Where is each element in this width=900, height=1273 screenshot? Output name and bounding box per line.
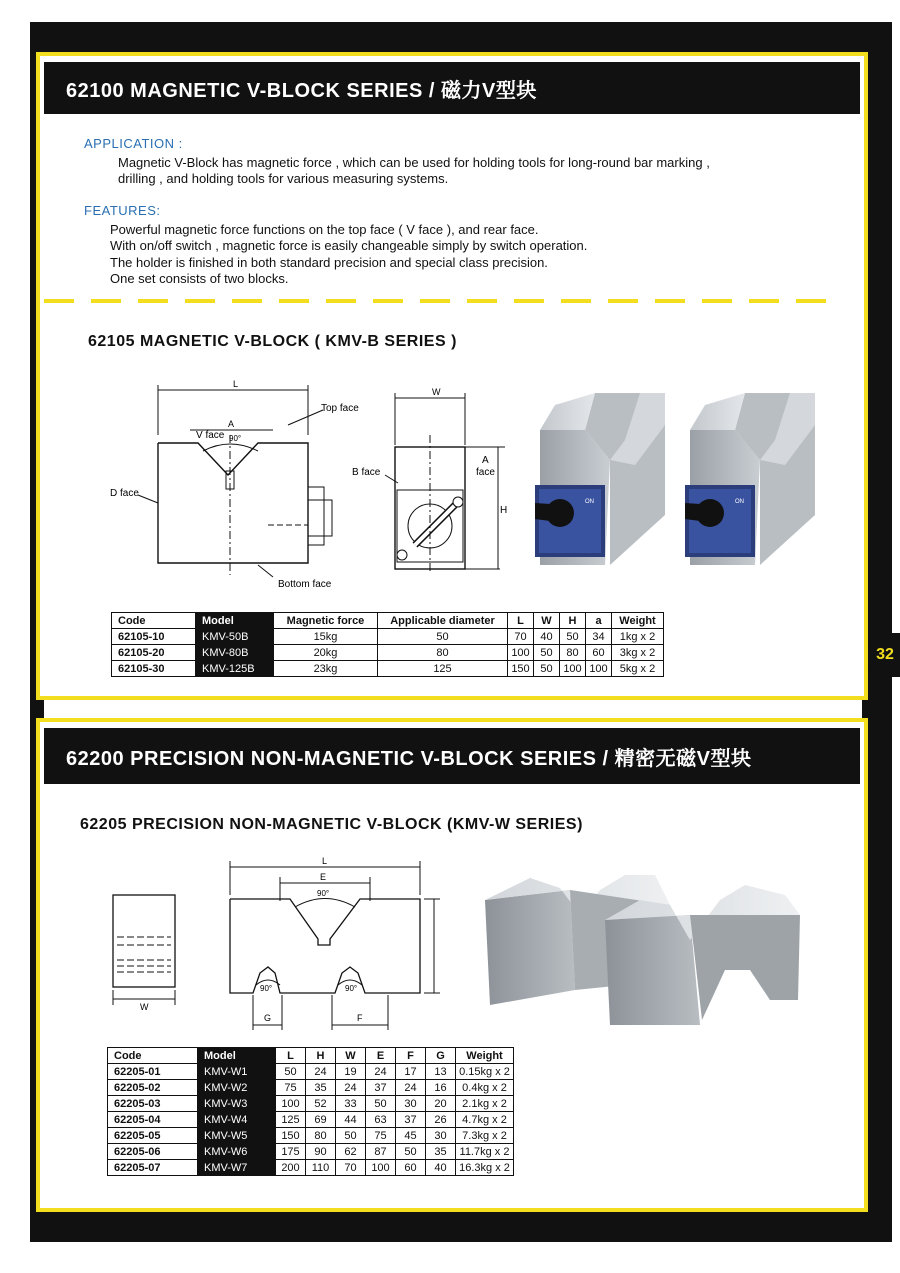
kmv-w-th-l: L — [276, 1048, 306, 1064]
kmv-b-table-cell: 50 — [378, 629, 508, 645]
kmv-w-table-cell: KMV-W4 — [198, 1112, 276, 1128]
kmv-w-th-w: W — [336, 1048, 366, 1064]
kmv-w-table-cell: 11.7kg x 2 — [456, 1144, 514, 1160]
kmv-w-table-cell: 0.4kg x 2 — [456, 1080, 514, 1096]
kmv-w-table-row — [108, 1144, 514, 1160]
divider-dash — [467, 299, 497, 303]
kmv-b-table-cell: 80 — [560, 645, 586, 661]
page-number-tab: 32 — [870, 633, 900, 677]
kmv-b-label-topface: Top face — [321, 403, 359, 414]
kmv-w-table-cell: 100 — [366, 1160, 396, 1176]
kmv-w-table-cell: 80 — [306, 1128, 336, 1144]
features-line-2: With on/off switch , magnetic force is easily changeable simply by switch operation. — [110, 238, 588, 253]
kmv-b-table-row — [112, 645, 664, 661]
kmv-w-table-cell: 2.1kg x 2 — [456, 1096, 514, 1112]
kmv-b-table-cell: 34 — [586, 629, 612, 645]
kmv-b-table-cell: 50 — [534, 661, 560, 677]
section1-subtitle: 62105 MAGNETIC V-BLOCK ( KMV-B SERIES ) — [88, 333, 457, 350]
kmv-w-table-cell: 4.7kg x 2 — [456, 1112, 514, 1128]
kmv-b-label-angle: 90° — [229, 434, 242, 443]
kmv-w-table-cell: 17 — [396, 1064, 426, 1080]
divider-dash — [138, 299, 168, 303]
features-line-3: The holder is finished in both standard precision and special class precision. — [110, 255, 548, 270]
kmv-b-label-vface: V face — [196, 430, 225, 441]
kmv-w-label-w: W — [140, 1002, 149, 1012]
kmv-w-table-cell: KMV-W1 — [198, 1064, 276, 1080]
kmv-w-label-f: F — [357, 1013, 363, 1023]
features-line-1: Powerful magnetic force functions on the top face ( V face ), and rear face. — [110, 222, 539, 237]
kmv-w-spec-table — [107, 1047, 514, 1176]
kmv-w-table-cell: 62205-07 — [108, 1160, 198, 1176]
non-magnetic-block-2 — [605, 885, 800, 1025]
kmv-w-label-e: E — [320, 872, 327, 882]
divider-dash — [232, 299, 262, 303]
kmv-w-product-photo — [480, 860, 810, 1035]
kmv-b-table-cell: 20kg — [274, 645, 378, 661]
kmv-w-table-cell: 37 — [366, 1080, 396, 1096]
divider-dash — [561, 299, 591, 303]
kmv-b-th-weight: Weight — [612, 613, 664, 629]
kmv-w-table-cell: 125 — [276, 1112, 306, 1128]
divider-dash — [91, 299, 121, 303]
kmv-w-table-row — [108, 1128, 514, 1144]
kmv-w-table-cell: 16.3kg x 2 — [456, 1160, 514, 1176]
kmv-w-table-cell: 50 — [396, 1144, 426, 1160]
kmv-w-label-l: L — [322, 856, 328, 866]
divider-dash — [608, 299, 638, 303]
kmv-b-label-bottomface: Bottom face — [278, 579, 332, 590]
kmv-w-table-cell: 87 — [366, 1144, 396, 1160]
kmv-w-table-cell: 26 — [426, 1112, 456, 1128]
kmv-w-th-code: Code — [108, 1048, 198, 1064]
kmv-b-table-cell: 70 — [508, 629, 534, 645]
application-label: APPLICATION : — [84, 136, 183, 151]
kmv-b-table-cell: 60 — [586, 645, 612, 661]
kmv-b-th-force: Magnetic force — [274, 613, 378, 629]
kmv-w-table-cell: 75 — [276, 1080, 306, 1096]
divider-dash — [702, 299, 732, 303]
kmv-b-table-cell: 23kg — [274, 661, 378, 677]
section2-subtitle: 62205 PRECISION NON-MAGNETIC V-BLOCK (KMV-W SERIES) — [80, 816, 583, 833]
kmv-w-table-cell: 24 — [396, 1080, 426, 1096]
kmv-b-label-aface-1: A — [482, 455, 489, 466]
kmv-w-table-cell: 62205-04 — [108, 1112, 198, 1128]
kmv-b-label-a: A — [228, 419, 235, 429]
divider-dash — [326, 299, 356, 303]
kmv-b-table-cell: 150 — [508, 661, 534, 677]
kmv-b-table-cell: 100 — [560, 661, 586, 677]
kmv-w-table-cell: 13 — [426, 1064, 456, 1080]
kmv-w-table-header — [108, 1048, 514, 1064]
kmv-b-th-code: Code — [112, 613, 196, 629]
kmv-w-table-cell: 63 — [366, 1112, 396, 1128]
features-label: FEATURES: — [84, 203, 161, 218]
kmv-w-th-weight: Weight — [456, 1048, 514, 1064]
divider-dash — [749, 299, 779, 303]
kmv-b-table-cell: KMV-50B — [196, 629, 274, 645]
divider-dash — [373, 299, 403, 303]
kmv-w-table-cell: 62205-05 — [108, 1128, 198, 1144]
kmv-w-table-cell: 62205-03 — [108, 1096, 198, 1112]
kmv-w-table-cell: 110 — [306, 1160, 336, 1176]
kmv-w-table-cell: 62 — [336, 1144, 366, 1160]
kmv-b-th-model: Model — [196, 613, 274, 629]
kmv-w-table-cell: 33 — [336, 1096, 366, 1112]
kmv-w-table-cell: 50 — [276, 1064, 306, 1080]
kmv-w-table-row — [108, 1112, 514, 1128]
kmv-w-table-cell: 100 — [276, 1096, 306, 1112]
magnetic-block-1 — [535, 393, 665, 565]
kmv-w-label-angle-top: 90° — [317, 889, 330, 898]
divider-dash — [279, 299, 309, 303]
magnetic-block-2 — [685, 393, 815, 565]
kmv-b-table-cell: 80 — [378, 645, 508, 661]
kmv-w-table-cell: 50 — [366, 1096, 396, 1112]
kmv-b-table-cell: 50 — [534, 645, 560, 661]
kmv-w-table-cell: 175 — [276, 1144, 306, 1160]
kmv-b-table-cell: 62105-30 — [112, 661, 196, 677]
kmv-w-table-cell: 62205-06 — [108, 1144, 198, 1160]
kmv-b-photo-on-1: ON — [585, 499, 594, 505]
kmv-w-table-row — [108, 1096, 514, 1112]
kmv-w-table-cell: 35 — [426, 1144, 456, 1160]
divider-dash — [44, 299, 74, 303]
section2-title: 62200 PRECISION NON-MAGNETIC V-BLOCK SERIES / 精密无磁V型块 — [44, 728, 860, 784]
kmv-b-table-cell: 62105-20 — [112, 645, 196, 661]
page-frame-bottom — [30, 1210, 863, 1242]
kmv-w-table-cell: 50 — [336, 1128, 366, 1144]
kmv-w-table-cell: 60 — [396, 1160, 426, 1176]
kmv-b-side-diagram — [350, 385, 510, 575]
kmv-w-table-cell: 90 — [306, 1144, 336, 1160]
kmv-b-label-dface: D face — [110, 488, 139, 499]
kmv-w-table-cell: 52 — [306, 1096, 336, 1112]
kmv-b-th-l: L — [508, 613, 534, 629]
section1-title: 62100 MAGNETIC V-BLOCK SERIES / 磁力V型块 — [44, 62, 860, 114]
kmv-w-table-cell: 150 — [276, 1128, 306, 1144]
kmv-b-table-cell: 50 — [560, 629, 586, 645]
kmv-w-th-f: F — [396, 1048, 426, 1064]
kmv-w-table-cell: 24 — [306, 1064, 336, 1080]
kmv-w-table-cell: 44 — [336, 1112, 366, 1128]
kmv-b-front-diagram — [108, 375, 368, 595]
page-frame-top — [30, 22, 863, 52]
kmv-b-table-cell: 62105-10 — [112, 629, 196, 645]
kmv-w-label-angle-right: 90° — [345, 984, 358, 993]
kmv-b-table-cell: 125 — [378, 661, 508, 677]
kmv-b-table-cell: 1kg x 2 — [612, 629, 664, 645]
kmv-w-th-h: H — [306, 1048, 336, 1064]
kmv-b-table-row — [112, 661, 664, 677]
kmv-b-spec-table — [111, 612, 664, 677]
kmv-w-table-cell: KMV-W3 — [198, 1096, 276, 1112]
kmv-b-table-cell: 15kg — [274, 629, 378, 645]
kmv-w-table-row — [108, 1080, 514, 1096]
kmv-w-table-cell: 7.3kg x 2 — [456, 1128, 514, 1144]
kmv-w-table-cell: 40 — [426, 1160, 456, 1176]
kmv-w-table-cell: 20 — [426, 1096, 456, 1112]
kmv-w-table-cell: 62205-02 — [108, 1080, 198, 1096]
kmv-b-label-h: H — [500, 505, 508, 516]
kmv-w-table-cell: 37 — [396, 1112, 426, 1128]
kmv-w-table-cell: 30 — [396, 1096, 426, 1112]
kmv-b-th-diameter: Applicable diameter — [378, 613, 508, 629]
kmv-w-table-cell: 0.15kg x 2 — [456, 1064, 514, 1080]
kmv-w-table-cell: 19 — [336, 1064, 366, 1080]
application-line-2: drilling , and holding tools for various measuring systems. — [118, 171, 449, 186]
application-line-1: Magnetic V-Block has magnetic force , which can be used for holding tools for long-round bar marking , — [118, 155, 710, 170]
kmv-w-table-cell: KMV-W6 — [198, 1144, 276, 1160]
kmv-w-th-model: Model — [198, 1048, 276, 1064]
kmv-b-label-aface-2: face — [476, 467, 495, 478]
kmv-w-table-cell: 200 — [276, 1160, 306, 1176]
kmv-w-table-cell: KMV-W2 — [198, 1080, 276, 1096]
kmv-b-table-header — [112, 613, 664, 629]
kmv-b-product-photo — [525, 385, 825, 570]
kmv-b-th-a: a — [586, 613, 612, 629]
kmv-w-table-cell: KMV-W5 — [198, 1128, 276, 1144]
kmv-w-table-cell: 35 — [306, 1080, 336, 1096]
kmv-b-table-cell: 100 — [586, 661, 612, 677]
kmv-w-table-cell: 30 — [426, 1128, 456, 1144]
kmv-w-table-cell: KMV-W7 — [198, 1160, 276, 1176]
kmv-w-front-diagram — [220, 855, 460, 1035]
divider-dash — [655, 299, 685, 303]
kmv-w-side-diagram — [105, 890, 185, 1015]
kmv-w-table-cell: 24 — [366, 1064, 396, 1080]
kmv-b-table-cell: KMV-80B — [196, 645, 274, 661]
kmv-w-th-g: G — [426, 1048, 456, 1064]
kmv-b-table-row — [112, 629, 664, 645]
kmv-w-table-cell: 16 — [426, 1080, 456, 1096]
kmv-w-label-angle-left: 90° — [260, 984, 273, 993]
kmv-b-photo-on-2: ON — [735, 499, 744, 505]
kmv-b-table-cell: 5kg x 2 — [612, 661, 664, 677]
features-line-4: One set consists of two blocks. — [110, 271, 289, 286]
kmv-w-table-cell: 24 — [336, 1080, 366, 1096]
kmv-w-table-cell: 75 — [366, 1128, 396, 1144]
kmv-b-label-w: W — [432, 387, 441, 397]
kmv-w-table-cell: 69 — [306, 1112, 336, 1128]
kmv-b-label-bface: B face — [352, 467, 381, 478]
kmv-w-th-e: E — [366, 1048, 396, 1064]
divider-dash — [185, 299, 215, 303]
kmv-w-label-g: G — [264, 1013, 272, 1023]
kmv-b-label-l: L — [233, 379, 239, 389]
divider-dash — [796, 299, 826, 303]
kmv-w-table-row — [108, 1064, 514, 1080]
divider-dash — [514, 299, 544, 303]
kmv-b-table-cell: KMV-125B — [196, 661, 274, 677]
kmv-b-th-h: H — [560, 613, 586, 629]
kmv-w-table-row — [108, 1160, 514, 1176]
kmv-b-table-cell: 100 — [508, 645, 534, 661]
kmv-b-table-cell: 40 — [534, 629, 560, 645]
kmv-w-table-cell: 45 — [396, 1128, 426, 1144]
kmv-w-table-cell: 62205-01 — [108, 1064, 198, 1080]
kmv-b-table-cell: 3kg x 2 — [612, 645, 664, 661]
divider-dash — [420, 299, 450, 303]
kmv-b-th-w: W — [534, 613, 560, 629]
kmv-w-table-cell: 70 — [336, 1160, 366, 1176]
